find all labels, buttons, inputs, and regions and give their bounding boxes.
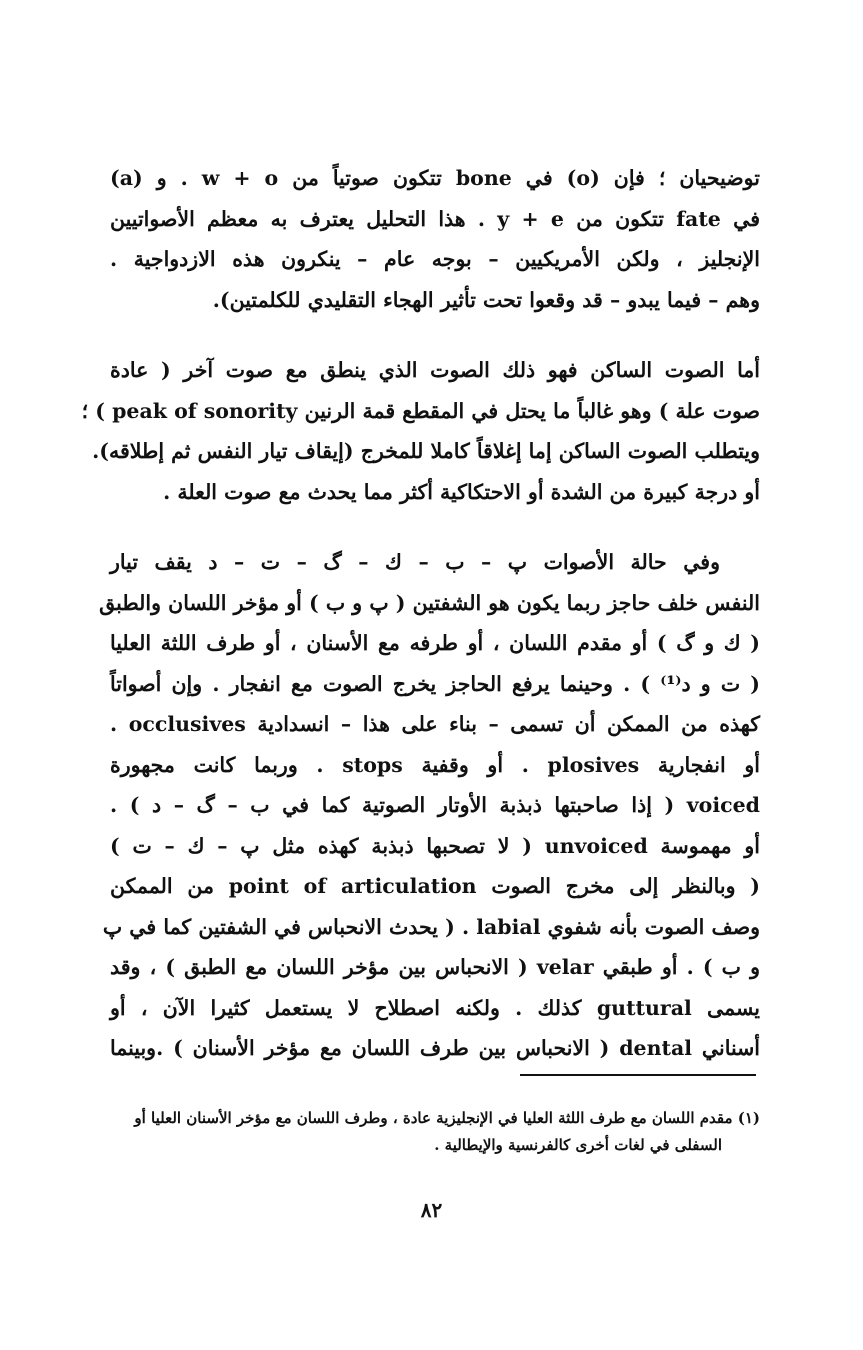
text-line: ويتطلب الصوت الساكن إما إغلاقاً كاملا للمخرج (إيقاف تيار النفس ثم إطلاقه). [92,439,760,463]
text-line: و ب ) . أو طبقي velar ( الانحباس بين مؤخر اللسان مع الطبق ) ، وقد [110,955,760,979]
text-line: أو انفجارية plosives . أو وقفية stops . وربما كانت مجهورة [110,752,760,777]
text-line: الإنجليز ، ولكن الأمريكيين – بوجه عام – ينكرون هذه الازدواجية . [110,247,760,271]
text-line: voiced ( إذا صاحبتها ذبذبة الأوتار الصوتية كما في ب – گ – د ) . [110,793,760,817]
text-line: ( ت و د⁽¹⁾ ) . وحينما يرفع الحاجز يخرج الصوت مع انفجار . وإن أصواتاً [110,671,760,696]
text-line: ( وبالنظر إلى مخرج الصوت point of articulation من الممكن [110,874,760,898]
text-line: وصف الصوت بأنه شفوي labial . ( يحدث الانحباس في الشفتين كما في پ [102,914,760,939]
text-line: في fate تتكون من y + e . هذا التحليل يعترف به معظم الأصواتيين [110,206,760,231]
text-line: يسمى guttural كذلك . ولكنه اصطلاح لا يستعمل كثيرا الآن ، أو [110,995,760,1020]
text-line: أو درجة كبيرة من الشدة أو الاحتكاكية أكثر مما يحدث مع صوت العلة . [163,479,760,504]
paragraph-2 [81,350,760,512]
text-line: وفي حالة الأصوات پ – ب – ك – گ – ت – د يقف تيار [110,550,720,574]
paragraph-1 [110,158,760,320]
text-line: أو مهموسة unvoiced ( لا تصحبها ذبذبة كهذه مثل پ – ك – ت ) [110,833,760,858]
text-line: ( ك و گ ) أو مقدم اللسان ، أو طرفه مع الأسنان ، أو طرف اللثة العليا [110,631,760,655]
text-line: وهم – فيما يبدو – قد وقعوا تحت تأثير الهجاء التقليدي للكلمتين). [212,287,760,312]
paragraph-3 [99,542,761,1069]
text-line: النفس خلف حاجز ربما يكون هو الشفتين ( پ و ب ) أو مؤخر اللسان والطبق [99,590,760,615]
text-line: أسناني dental ( الانحباس بين طرف اللسان مع مؤخر الأسنان ) .وبينما [110,1036,761,1060]
footnote-line: (١) مقدم اللسان مع طرف اللثة العليا في الإنجليزية عادة ، وطرف اللسان مع مؤخر الأسنان العليا أو [134,1109,760,1127]
text-line: أما الصوت الساكن فهو ذلك الصوت الذي ينطق مع صوت آخر ( عادة [110,358,760,382]
footnote [100,1105,760,1159]
page-number: ٨٢ [420,1198,443,1222]
main-text [81,158,761,1069]
text-line: توضيحيان ؛ فإن (o) في bone تتكون صوتياً من w + o . و (a) [110,166,760,190]
text-line: كهذه من الممكن أن تسمى – بناء على هذا – انسدادية occlusives . [110,712,760,736]
text-line: صوت علة ) وهو غالباً ما يحتل في المقطع قمة الرنين peak of sonority ) ؛ [81,398,760,423]
footnote-line: السفلى في لغات أخرى كالفرنسية والإيطالية . [434,1136,722,1154]
footnote-divider [520,1074,756,1076]
